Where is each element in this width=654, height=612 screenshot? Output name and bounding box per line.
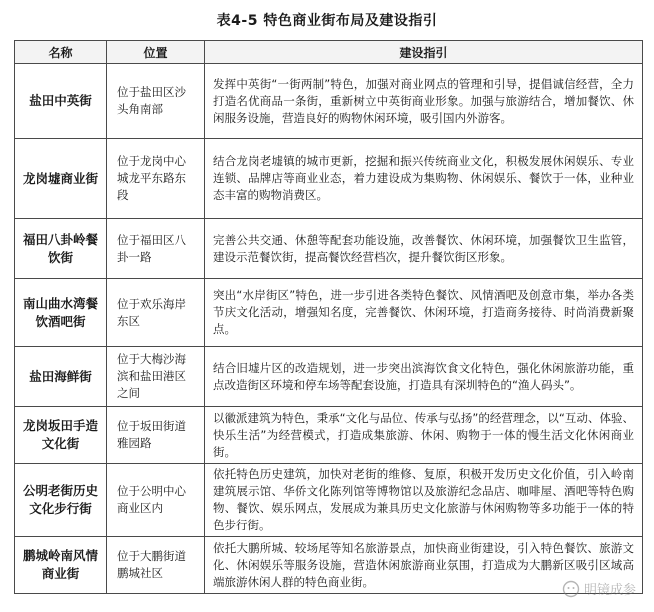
table-row	[15, 407, 643, 464]
row-name: 公明老街历史文化步行街	[15, 464, 107, 537]
row-guidance: 完善公共交通、休憩等配套功能设施，改善餐饮、休闲环境，加强餐饮卫生监管，建设示范餐饮街，提高餐饮经营档次，提升餐饮街区形象。	[205, 219, 643, 279]
row-guidance: 结合龙岗老墟镇的城市更新，挖掘和振兴传统商业文化，积极发展休闲娱乐、专业连锁、品牌店等商业业态，着力建设成为集购物、休闲娱乐、餐饮于一体，业种业态丰富的购物消费区。	[205, 139, 643, 219]
row-location: 位于坂田街道雅园路	[107, 407, 205, 464]
row-guidance: 结合旧墟片区的改造规划，进一步突出滨海饮食文化特色，强化休闲旅游功能，重点改造街区环境和停车场等配套设施，打造具有深圳特色的“渔人码头”。	[205, 347, 643, 407]
table-row	[15, 347, 643, 407]
row-guidance: 突出“水岸街区”特色，进一步引进各类特色餐饮、风情酒吧及创意市集，举办各类节庆文化活动，增强知名度，完善餐饮、休闲环境，打造商务接待、时尚消费新聚点。	[205, 279, 643, 347]
table-row	[15, 139, 643, 219]
table-title: 表4-5 特色商业街布局及建设指引	[216, 13, 438, 29]
table-header-row	[15, 41, 643, 64]
row-location: 位于公明中心商业区内	[107, 464, 205, 537]
row-name: 福田八卦岭餐饮街	[15, 219, 107, 279]
row-guidance: 发挥中英街“一街两制”特色，加强对商业网点的管理和引导，提倡诚信经营，全力打造名优商品一条街，重新树立中英街商业形象。加强与旅游结合，增加餐饮、休闲服务设施，营造良好的购物休闲环境，吸引国内外游客。	[205, 64, 643, 139]
row-location: 位于欢乐海岸东区	[107, 279, 205, 347]
header-guidance: 建设指引	[205, 41, 643, 64]
row-name: 龙岗坂田手造文化街	[15, 407, 107, 464]
table-row	[15, 279, 643, 347]
row-location: 位于福田区八卦一路	[107, 219, 205, 279]
row-name: 盐田海鲜街	[15, 347, 107, 407]
header-name: 名称	[15, 41, 107, 64]
row-name: 南山曲水湾餐饮酒吧街	[15, 279, 107, 347]
row-name: 鹏城岭南风情商业街	[15, 537, 107, 594]
row-name: 龙岗墟商业街	[15, 139, 107, 219]
row-guidance: 依托大鹏所城、较场尾等知名旅游景点，加快商业街建设，引入特色餐饮、旅游文化、休闲娱乐等服务设施，营造休闲旅游商业氛围，打造成为大鹏新区吸引区域高端旅游休闲人群的特色商业街。	[205, 537, 643, 594]
commercial-street-table	[14, 40, 643, 594]
table-row	[15, 64, 643, 139]
row-guidance: 依托特色历史建筑，加快对老街的维修、复原，积极开发历史文化价值，引入岭南建筑展示馆、华侨文化陈列馆等博物馆以及旅游纪念品店、咖啡屋、酒吧等特色购物、餐饮、娱乐网点，发展成为兼具历史文化旅游与休闲购物等多功能于一体的特色步行街。	[205, 464, 643, 537]
row-name: 盐田中英街	[15, 64, 107, 139]
row-guidance: 以徽派建筑为特色，秉承“文化与品位、传承与弘扬”的经营理念，以“互动、体验、快乐生活”为经营模式，打造成集旅游、休闲、购物于一体的慢生活文化休闲商业街。	[205, 407, 643, 464]
table-row	[15, 464, 643, 537]
table-row	[15, 537, 643, 594]
table-row	[15, 219, 643, 279]
watermark-text: 明镜成参	[583, 583, 636, 598]
row-location: 位于大梅沙海滨和盐田港区之间	[107, 347, 205, 407]
row-location: 位于大鹏街道鹏城社区	[107, 537, 205, 594]
header-location: 位置	[107, 41, 205, 64]
row-location: 位于龙岗中心城龙平东路东段	[107, 139, 205, 219]
row-location: 位于盐田区沙头角南部	[107, 64, 205, 139]
